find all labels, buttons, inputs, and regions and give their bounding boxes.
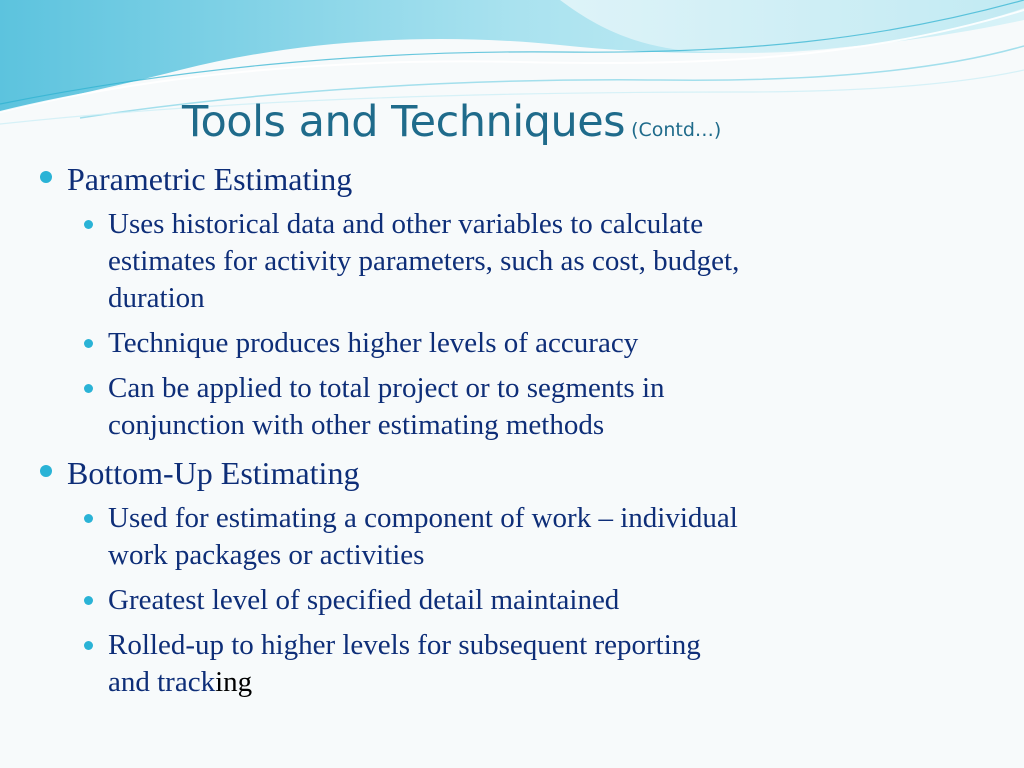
slide-title-text: Tools and Techniques [182,97,626,147]
bullet-icon [40,465,52,477]
list-item-line: estimates for activity parameters, such as cost, budget, [108,245,740,277]
list-item [36,582,936,619]
list-item-line: Technique produces higher levels of accuracy [108,327,639,359]
bullet-icon [84,220,93,229]
slide-title-suffix: (Contd…) [631,119,722,141]
slide-title [182,92,721,160]
slide-content [36,158,936,701]
list-item-line: Greatest level of specified detail maintained [108,584,620,616]
bullet-icon [84,384,93,393]
bullet-icon [84,596,93,605]
list-item-line [108,664,936,701]
list-item-line: work packages or activities [108,539,425,571]
bullet-icon [84,641,93,650]
list-item [36,325,936,362]
list-item-line: Uses historical data and other variables to calculate [108,208,704,240]
bullet-icon [84,339,93,348]
section-heading [36,452,936,494]
list-item-line: conjunction with other estimating methods [108,409,605,441]
list-item [36,500,936,574]
list-item [36,206,936,317]
list-item-line-text: and track [108,666,216,698]
section-heading-text: Bottom-Up Estimating [67,455,360,491]
section-heading [36,158,936,200]
bullet-icon [40,171,52,183]
list-item-line: duration [108,282,205,314]
bullet-icon [84,514,93,523]
list-item-line: Can be applied to total project or to segments in [108,372,665,404]
list-item-line-suffix: ing [215,666,253,698]
list-item [36,627,936,701]
list-item-line: Rolled-up to higher levels for subsequent reporting [108,629,701,661]
section-heading-text: Parametric Estimating [67,161,353,197]
list-item-line: Used for estimating a component of work – individual [108,502,738,534]
list-item [36,370,936,444]
